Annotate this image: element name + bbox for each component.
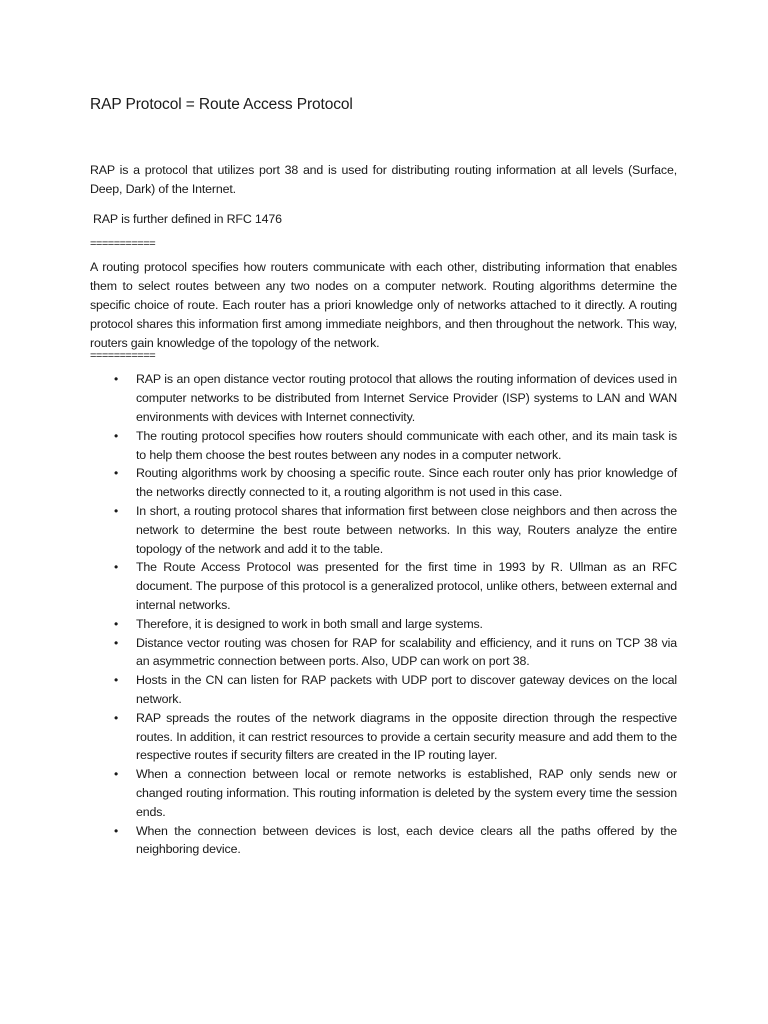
bullet-icon: • xyxy=(114,466,119,481)
bullet-icon: • xyxy=(114,372,119,387)
bullet-list xyxy=(90,370,677,859)
bullet-text: The routing protocol specifies how routers should communicate with each other, and its main task is to help them choose the best routes between any nodes in a computer network. xyxy=(136,428,677,462)
bullet-item xyxy=(114,709,677,765)
bullet-icon: • xyxy=(114,503,119,518)
separator-line: =========== xyxy=(90,238,156,251)
routing-protocol-paragraph: A routing protocol specifies how routers communicate with each other, distributing information that enables them to select routes between any two nodes on a computer network. Routing algorithms determine the specific choice of route. Each router has a priori knowledge only of networks attached to it directly. A routing protocol shares this information first among immediate neighbors, and then throughout the network. This way, routers gain knowledge of the topology of the network. xyxy=(90,260,677,350)
document-body xyxy=(90,96,677,859)
bullet-text: Therefore, it is designed to work in both small and large systems. xyxy=(136,616,483,631)
bullet-item xyxy=(114,464,677,502)
bullet-text: When a connection between local or remote networks is established, RAP only sends new or changed routing information. This routing information is deleted by the system every time the session ends. xyxy=(136,767,677,819)
bullet-icon: • xyxy=(114,560,119,575)
bullet-text: In short, a routing protocol shares that information first between close neighbors and then across the network to determine the best route between networks. In this way, Routers analyze the entire topology of the network and add it to the table. xyxy=(136,503,677,556)
bullet-item xyxy=(114,502,677,558)
bullet-item xyxy=(114,671,677,709)
bullet-text: Routing algorithms work by choosing a specific route. Since each router only has prior knowledge of the networks directly connected to it, a routing algorithm is not used in this case. xyxy=(136,466,677,500)
bullet-item xyxy=(114,615,677,634)
document-title: RAP Protocol = Route Access Protocol xyxy=(90,96,353,113)
bullet-item xyxy=(114,822,677,860)
bullet-text: Distance vector routing was chosen for RAP for scalability and efficiency, and it runs on TCP 38 via an asymmetric connection between ports. Also, UDP can work on port 38. xyxy=(136,635,677,669)
bullet-text: The Route Access Protocol was presented for the first time in 1993 by R. Ullman as an RFC document. The purpose of this protocol is a generalized protocol, unlike others, between external and internal networks. xyxy=(136,560,677,612)
bullet-text: RAP spreads the routes of the network diagrams in the opposite direction through the respective routes. In addition, it can restrict resources to provide a certain security measure and add them to the respective routes if security filters are created in the IP routing layer. xyxy=(136,710,677,763)
bullet-icon: • xyxy=(114,635,119,650)
bullet-icon: • xyxy=(114,710,119,725)
bullet-text: RAP is an open distance vector routing protocol that allows the routing information of devices used in computer networks to be distributed from Internet Service Provider (ISP) systems to LAN and WAN environments with devices with Internet connectivity. xyxy=(136,372,677,424)
bullet-icon: • xyxy=(114,823,119,838)
bullet-icon: • xyxy=(114,673,119,688)
bullet-item xyxy=(114,427,677,465)
rfc-reference: RAP is further defined in RFC 1476 xyxy=(93,211,282,226)
bullet-icon: • xyxy=(114,616,119,631)
bullet-text: Hosts in the CN can listen for RAP packets with UDP port to discover gateway devices on the local network. xyxy=(136,673,677,706)
bullet-item xyxy=(114,634,677,672)
bullet-item xyxy=(114,558,677,614)
bullet-icon: • xyxy=(114,428,119,443)
bullet-item xyxy=(114,765,677,821)
bullet-icon: • xyxy=(114,767,119,782)
separator-line-after: =========== xyxy=(90,350,156,363)
bullet-item xyxy=(114,370,677,426)
bullet-text: When the connection between devices is lost, each device clears all the paths offered by the neighboring device. xyxy=(136,823,677,857)
intro-paragraph: RAP is a protocol that utilizes port 38 and is used for distributing routing information at all levels (Surface, Deep, Dark) of the Internet. xyxy=(90,163,677,196)
